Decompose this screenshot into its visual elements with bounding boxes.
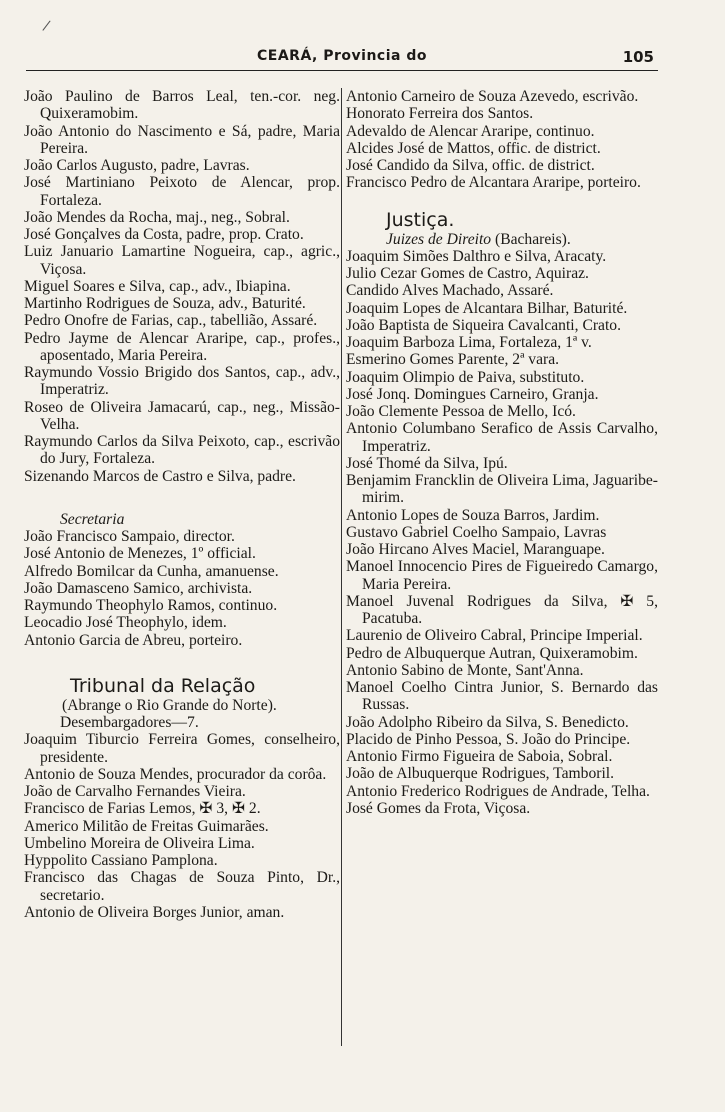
list-item: Raymundo Theophylo Ramos, continuo. (24, 597, 278, 614)
list-item: Adevaldo de Alencar Araripe, continuo. (346, 122, 595, 140)
juizes-heading (346, 231, 658, 248)
secretaria-heading: Secretaria (60, 510, 125, 528)
juizes-label: Juizes de Direito (386, 230, 492, 248)
list-item: José Gomes da Frota, Viçosa. (346, 799, 531, 817)
list-item: Gustavo Gabriel Coelho Sampaio, Lavras (346, 523, 607, 541)
list-item: Raymundo Vossio Brigido dos Santos, cap., adv., Imperatriz. (24, 364, 340, 399)
juizes-list (346, 248, 658, 817)
list-item: Manoel Juvenal Rodrigues da Silva, ✠ 5, Pacatuba. (346, 592, 658, 627)
list-item: Umbelino Moreira de Oliveira Lima. (24, 834, 255, 852)
list-item: Honorato Ferreira dos Santos. (346, 105, 534, 123)
list-item: José Antonio de Menezes, 1º official. (24, 545, 256, 563)
list-item: José Thomé da Silva, Ipú. (346, 454, 508, 472)
list-item: Manoel Coelho Cintra Junior, S. Bernardo das Russas. (346, 679, 658, 714)
list-item: Antonio Frederico Rodrigues de Andrade, Telha. (346, 782, 650, 800)
list-item: Manoel Innocencio Pires de Figueiredo Camargo, Maria Pereira. (346, 558, 658, 593)
juizes-suffix: (Bachareis). (495, 230, 571, 248)
list-item: Pedro Onofre de Farias, cap., tabellião, Assaré. (24, 312, 318, 330)
list-item: João Baptista de Siqueira Cavalcanti, Crato. (346, 316, 621, 334)
list-item: João Carlos Augusto, padre, Lavras. (24, 157, 250, 174)
list-item: Americo Militão de Freitas Guimarães. (24, 817, 269, 835)
list-item: Miguel Soares e Silva, cap., adv., Ibiapina. (24, 277, 291, 295)
list-item: Benjamim Francklin de Oliveira Lima, Jaguaribe-mirim. (346, 472, 658, 507)
list-item: Antonio Garcia de Abreu, porteiro. (24, 631, 243, 649)
list-item: Placido de Pinho Pessoa, S. João do Principe. (346, 730, 631, 748)
list-item: Joaquim Tiburcio Ferreira Gomes, conselheiro, presidente. (24, 731, 340, 766)
tribunal-list (24, 731, 340, 921)
list-item: Antonio Sabino de Monte, Sant'Anna. (346, 661, 584, 679)
list-item: Joaquim Lopes de Alcantara Bilhar, Baturité. (346, 299, 628, 317)
tribunal-heading: Tribunal da Relação (70, 674, 256, 697)
list-item: Sizenando Marcos de Castro e Silva, padre. (24, 467, 296, 485)
list-item: Esmerino Gomes Parente, 2ª vara. (346, 351, 560, 369)
list-item: Antonio Lopes de Souza Barros, Jardim. (346, 506, 600, 524)
secretaria-list (24, 528, 340, 649)
list-item: Laurenio de Oliveiro Cabral, Principe Imperial. (346, 627, 643, 645)
left-entry-list (24, 88, 340, 485)
list-item: Alfredo Bomilcar da Cunha, amanuense. (24, 562, 279, 580)
list-item: Antonio Carneiro de Souza Azevedo, escrivão. (346, 88, 639, 105)
list-item: João de Albuquerque Rodrigues, Tamboril. (346, 765, 615, 783)
list-item: João Damasceno Samico, archivista. (24, 579, 253, 597)
list-item: Raymundo Carlos da Silva Peixoto, cap., escrivão do Jury, Fortaleza. (24, 433, 340, 468)
list-item: Antonio de Souza Mendes, procurador da corôa. (24, 765, 327, 783)
right-entry-list (346, 88, 658, 192)
page-title: CEARÁ, Provincia do (257, 48, 427, 64)
left-column (24, 88, 340, 921)
list-item: Antonio de Oliveira Borges Junior, aman. (24, 903, 285, 921)
list-item: Alcides José de Mattos, offic. de district. (346, 139, 601, 157)
list-item: Hyppolito Cassiano Pamplona. (24, 852, 218, 869)
list-item: João Clemente Pessoa de Mello, Icó. (346, 403, 576, 420)
list-item: Joaquim Olimpio de Paiva, substituto. (346, 368, 585, 386)
list-item: João Paulino de Barros Leal, ten.-cor. neg. Quixeramobim. (24, 88, 340, 123)
list-item: Julio Cezar Gomes de Castro, Aquiraz. (346, 265, 589, 282)
list-item: Francisco Pedro de Alcantara Araripe, porteiro. (346, 174, 641, 192)
right-column (346, 88, 658, 817)
list-item: Leocadio José Theophylo, idem. (24, 614, 227, 632)
list-item: Antonio Firmo Figueira de Saboia, Sobral. (346, 748, 613, 765)
list-item: Francisco das Chagas de Souza Pinto, Dr., secretario. (24, 869, 340, 904)
list-item: José Jonq. Domingues Carneiro, Granja. (346, 385, 599, 403)
list-item: Pedro de Albuquerque Autran, Quixeramobim. (346, 644, 638, 662)
list-item: José Candido da Silva, offic. de district. (346, 157, 595, 174)
list-item: José Gonçalves da Costa, padre, prop. Crato. (24, 226, 304, 243)
tribunal-subheading: (Abrange o Rio Grande do Norte). (62, 696, 277, 714)
column-divider (341, 88, 342, 1046)
list-item: João Antonio do Nascimento e Sá, padre, Maria Pereira. (24, 122, 340, 157)
margin-mark: / (41, 17, 52, 35)
list-item: João Mendes da Rocha, maj., neg., Sobral. (24, 208, 290, 226)
list-item: João Adolpho Ribeiro da Silva, S. Benedicto. (346, 713, 629, 731)
list-item: Joaquim Simões Dalthro e Silva, Aracaty. (346, 247, 607, 265)
list-item: Roseo de Oliveira Jamacarú, cap., neg., Missão-Velha. (24, 398, 340, 433)
list-item: João Hircano Alves Maciel, Maranguape. (346, 541, 605, 558)
running-header (26, 48, 658, 71)
list-item: José Martiniano Peixoto de Alencar, prop. Fortaleza. (24, 174, 340, 209)
list-item: João Francisco Sampaio, director. (24, 528, 235, 545)
list-item: Candido Alves Machado, Assaré. (346, 282, 554, 300)
list-item: Pedro Jayme de Alencar Araripe, cap., profes., aposentado, Maria Pereira. (24, 329, 340, 364)
list-item: João de Carvalho Fernandes Vieira. (24, 783, 246, 800)
page-number: 105 (622, 48, 654, 66)
justica-heading: Justiça. (386, 208, 455, 231)
desembargadores-label: Desembargadores—7. (60, 714, 199, 731)
list-item: Antonio Columbano Serafico de Assis Carvalho, Imperatriz. (346, 420, 658, 455)
list-item: Luiz Januario Lamartine Nogueira, cap., agric., Viçosa. (24, 243, 340, 278)
list-item: Francisco de Farias Lemos, ✠ 3, ✠ 2. (24, 800, 261, 818)
list-item: Martinho Rodrigues de Souza, adv., Baturité. (24, 295, 306, 312)
list-item: Joaquim Barboza Lima, Fortaleza, 1ª v. (346, 334, 592, 351)
